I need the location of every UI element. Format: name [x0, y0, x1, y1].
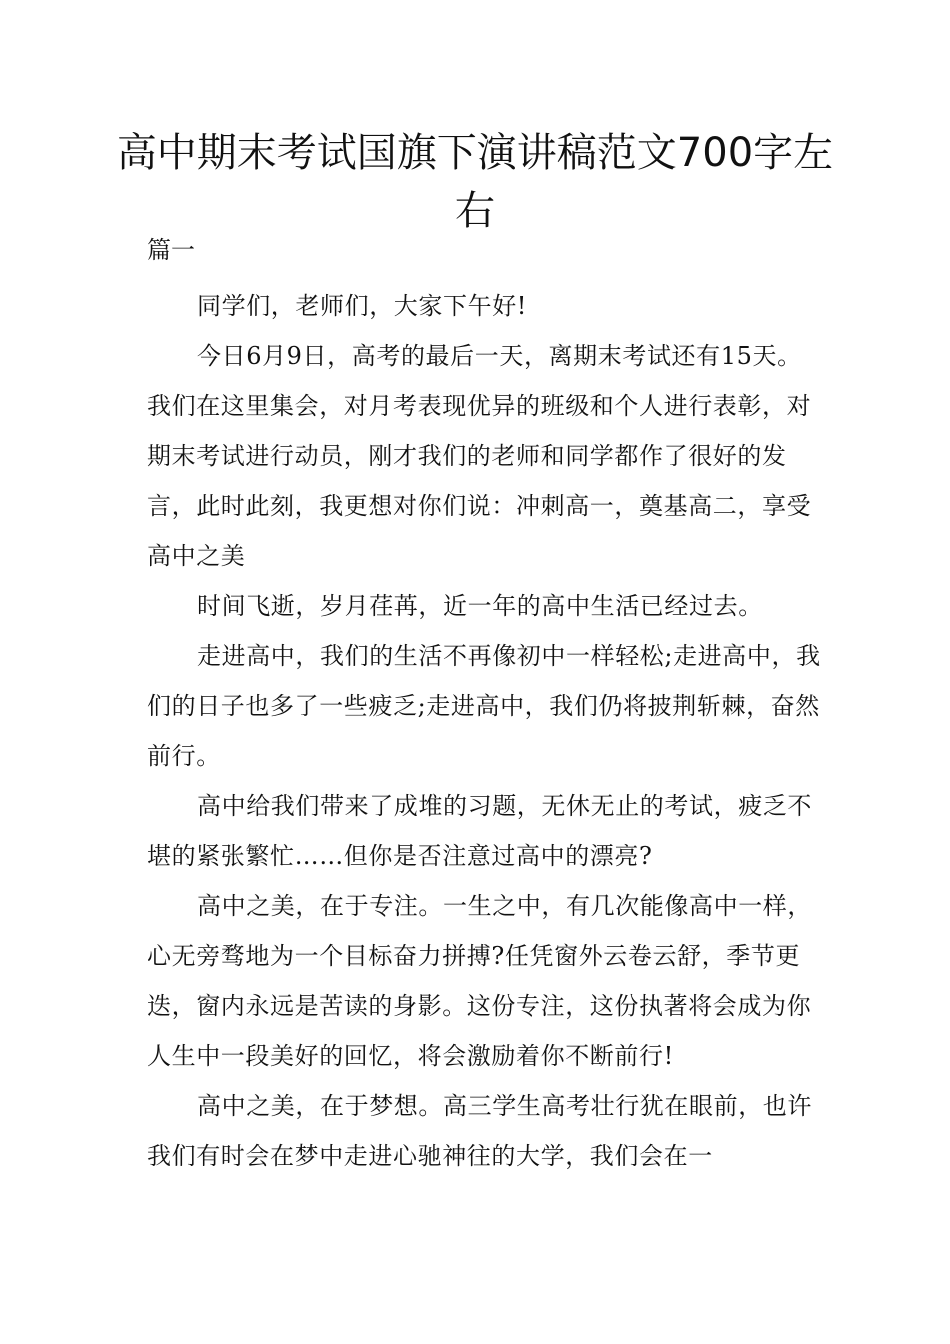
paragraph-focus: 高中之美，在于专注。一生之中，有几次能像高中一样，心无旁骛地为一个目标奋力拼搏?任凭窗外云卷云舒，季节更迭，窗内永远是苦读的身影。这份专注，这份执著将会成为你人生中一段美好的回忆，将会激励着你不断前行! [147, 892, 812, 1070]
document-title: 高中期末考试国旗下演讲稿范文700字左右 [116, 130, 834, 234]
paragraph-greeting: 同学们，老师们，大家下午好! [197, 292, 528, 320]
paragraph-entering-high-school: 走进高中，我们的生活不再像初中一样轻松;走进高中，我们的日子也多了一些疲乏;走进高中，我们仍将披荆斩棘，奋然前行。 [147, 642, 821, 770]
section-label: 篇一 [147, 236, 195, 264]
paragraph-date: 今日6月9日，高考的最后一天，离期末考试还有15天。我们在这里集会，对月考表现优异的班级和个人进行表彰，对期末考试进行动员，刚才我们的老师和同学都作了很好的发言，此时此刻，我更想对你们说：冲刺高一，奠基高二，享受高中之美 [147, 342, 812, 570]
paragraph-exercises: 高中给我们带来了成堆的习题，无休无止的考试，疲乏不堪的紧张繁忙……但你是否注意过高中的漂亮? [147, 792, 812, 870]
paragraph-dream: 高中之美，在于梦想。高三学生高考壮行犹在眼前，也许我们有时会在梦中走进心驰神往的大学，我们会在一 [147, 1092, 812, 1170]
paragraph-time: 时间飞逝，岁月荏苒，近一年的高中生活已经过去。 [197, 592, 763, 620]
document-body [147, 281, 822, 1181]
